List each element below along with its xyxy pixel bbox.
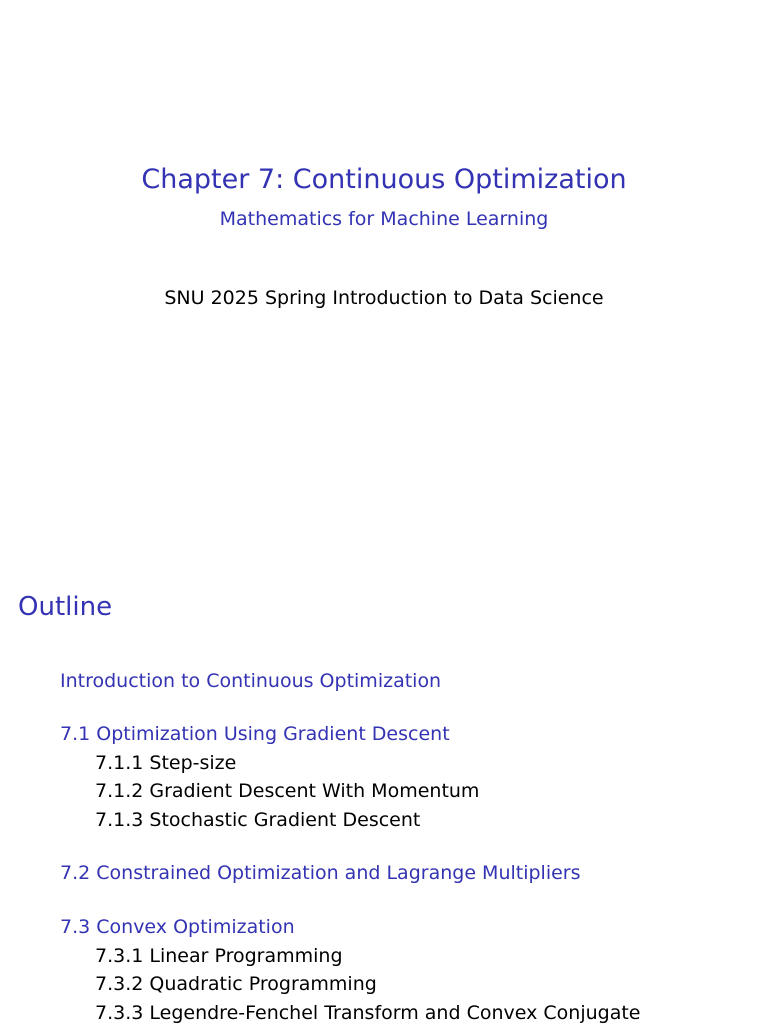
course-name: SNU 2025 Spring Introduction to Data Science [164,287,604,309]
outline-subsection-7-3-2[interactable]: 7.3.2 Quadratic Programming [95,973,377,995]
outline-section-intro[interactable]: Introduction to Continuous Optimization [60,670,442,692]
outline-section-7-3[interactable]: 7.3 Convex Optimization [60,916,295,938]
outline-heading: Outline [18,592,113,622]
outline-section-7-2[interactable]: 7.2 Constrained Optimization and Lagrange Multipliers [60,862,581,884]
outline-subsection-7-3-1[interactable]: 7.3.1 Linear Programming [95,945,343,967]
outline-section-7-1[interactable]: 7.1 Optimization Using Gradient Descent [60,723,450,745]
outline-subsection-7-1-2[interactable]: 7.1.2 Gradient Descent With Momentum [95,780,480,802]
slide-title: Chapter 7: Continuous Optimization [141,164,627,195]
outline-subsection-7-3-3[interactable]: 7.3.3 Legendre-Fenchel Transform and Convex Conjugate [95,1002,641,1024]
slide-subtitle: Mathematics for Machine Learning [219,208,549,230]
outline-slide [0,560,768,1024]
outline-subsection-7-1-3[interactable]: 7.1.3 Stochastic Gradient Descent [95,809,421,831]
outline-subsection-7-1-1[interactable]: 7.1.1 Step-size [95,752,237,774]
